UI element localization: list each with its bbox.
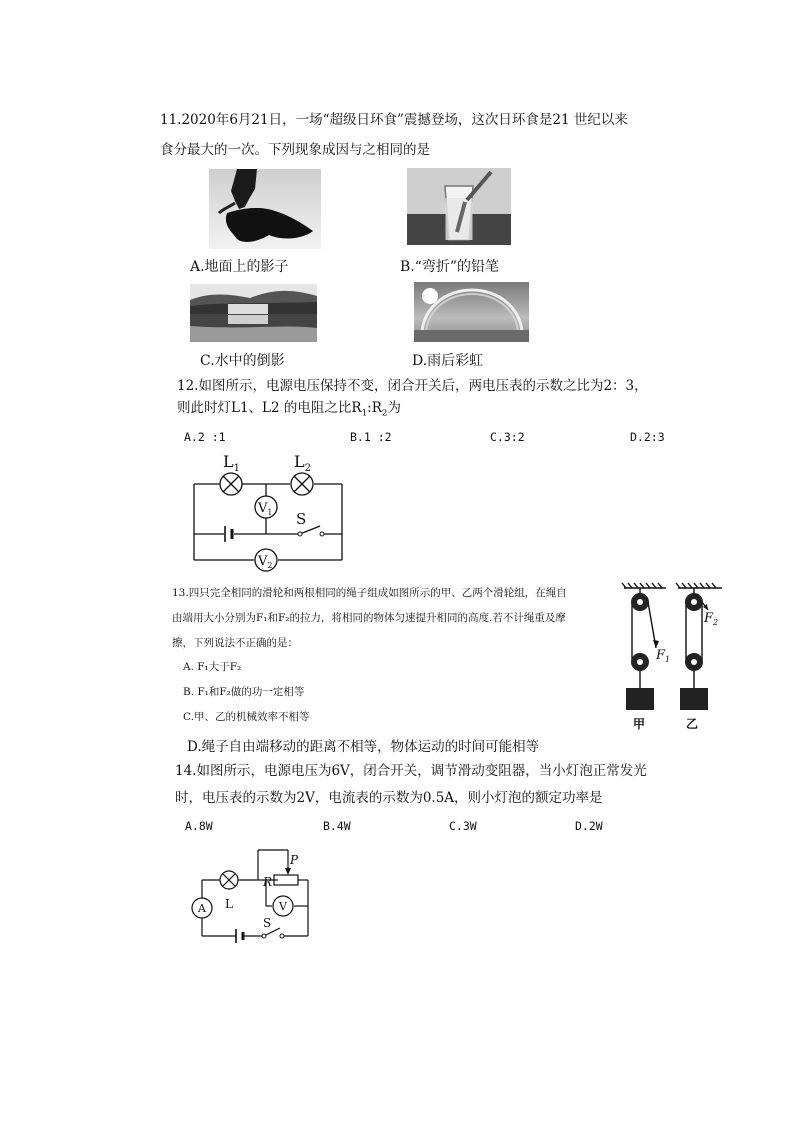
bent-pencil-photo — [407, 168, 511, 245]
rainbow-photo — [414, 282, 529, 342]
q12-option-a: A.2 :1 — [184, 430, 226, 444]
pulley-system-figure — [620, 582, 730, 732]
lamp-l-label: L — [225, 897, 233, 911]
q14-circuit-diagram — [190, 846, 320, 946]
q12-stem-line2: 则此时灯L1、L2 的电阻之比$R_1:R_2$为 — [177, 400, 401, 419]
q11-stem-line1: 11.2020年6月21日，一场“超级日环食”震撼登场，这次日环食是21 世纪以来 — [160, 112, 628, 128]
q13-stem-line2: 由端用大小分别为F₁和F₂的拉力，将相同的物体匀速提升相同的高度.若不计绳重及摩 — [172, 612, 566, 624]
q14-option-b: B.4W — [323, 819, 351, 833]
rheostat-r-label: R — [263, 875, 273, 889]
lamp-l1-label: $L_1$ — [223, 452, 240, 474]
q13-option-c: C.甲、乙的机械效率不相等 — [183, 711, 310, 723]
q13-stem-line3: 擦，下列说法不正确的是： — [172, 637, 298, 649]
voltmeter-v-label: V — [279, 900, 287, 913]
q11-stem-line2: 食分最大的一次。下列现象成因与之相同的是 — [160, 142, 430, 158]
switch-s-label: S — [263, 916, 272, 930]
lamp-l2-label: $L_2$ — [294, 452, 311, 474]
q14-option-c: C.3W — [449, 819, 477, 833]
q14-stem-line1: 14.如图所示，电源电压为6V，闭合开关，调节滑动变阻器，当小灯泡正常发光 — [175, 763, 647, 779]
ammeter-a-label: A — [198, 902, 206, 915]
q12-option-b: B.1 :2 — [350, 430, 392, 444]
q11-option-c-caption: C.水中的倒影 — [200, 353, 285, 369]
slider-p-label: P — [290, 853, 299, 867]
shadow-photo — [209, 169, 321, 249]
q12-stem-line1: 12.如图所示，电源电压保持不变，闭合开关后，两电压表的示数之比为2：3， — [177, 378, 648, 394]
voltmeter-v2-label: $V_2$ — [258, 554, 273, 570]
pulley-jia-label: 甲 — [633, 717, 646, 731]
water-reflection-photo — [190, 284, 317, 342]
q14-stem-line2: 时，电压表的示数为2V，电流表的示数为0.5A，则小灯泡的额定功率是 — [175, 790, 603, 806]
q13-option-d: D.绳子自由端移动的距离不相等，物体运动的时间可能相等 — [187, 739, 540, 755]
q13-option-a: A. F₁大于F₂ — [183, 661, 242, 673]
q14-option-a: A.8W — [185, 819, 213, 833]
q13-stem-line1: 13.四只完全相同的滑轮和两根相同的绳子组成如图所示的甲、乙两个滑轮组，在绳自 — [172, 587, 567, 599]
force-f2-label: $F_2$ — [704, 611, 719, 627]
voltmeter-v1-label: $V_1$ — [258, 501, 273, 517]
q12-option-d: D.2:3 — [630, 430, 665, 444]
q11-option-d-caption: D.雨后彩虹 — [412, 353, 484, 369]
q12-option-c: C.3:2 — [490, 430, 525, 444]
q12-circuit-diagram — [190, 452, 350, 572]
q11-option-a-caption: A.地面上的影子 — [190, 259, 289, 275]
switch-s-label: S — [296, 510, 307, 528]
force-f1-label: $F_1$ — [656, 648, 671, 664]
q14-option-d: D.2W — [575, 819, 603, 833]
q11-option-b-caption: B.“弯折”的铅笔 — [400, 259, 500, 275]
pulley-yi-label: 乙 — [686, 717, 699, 731]
q13-option-b: B. F₁和F₂做的功一定相等 — [183, 686, 305, 698]
